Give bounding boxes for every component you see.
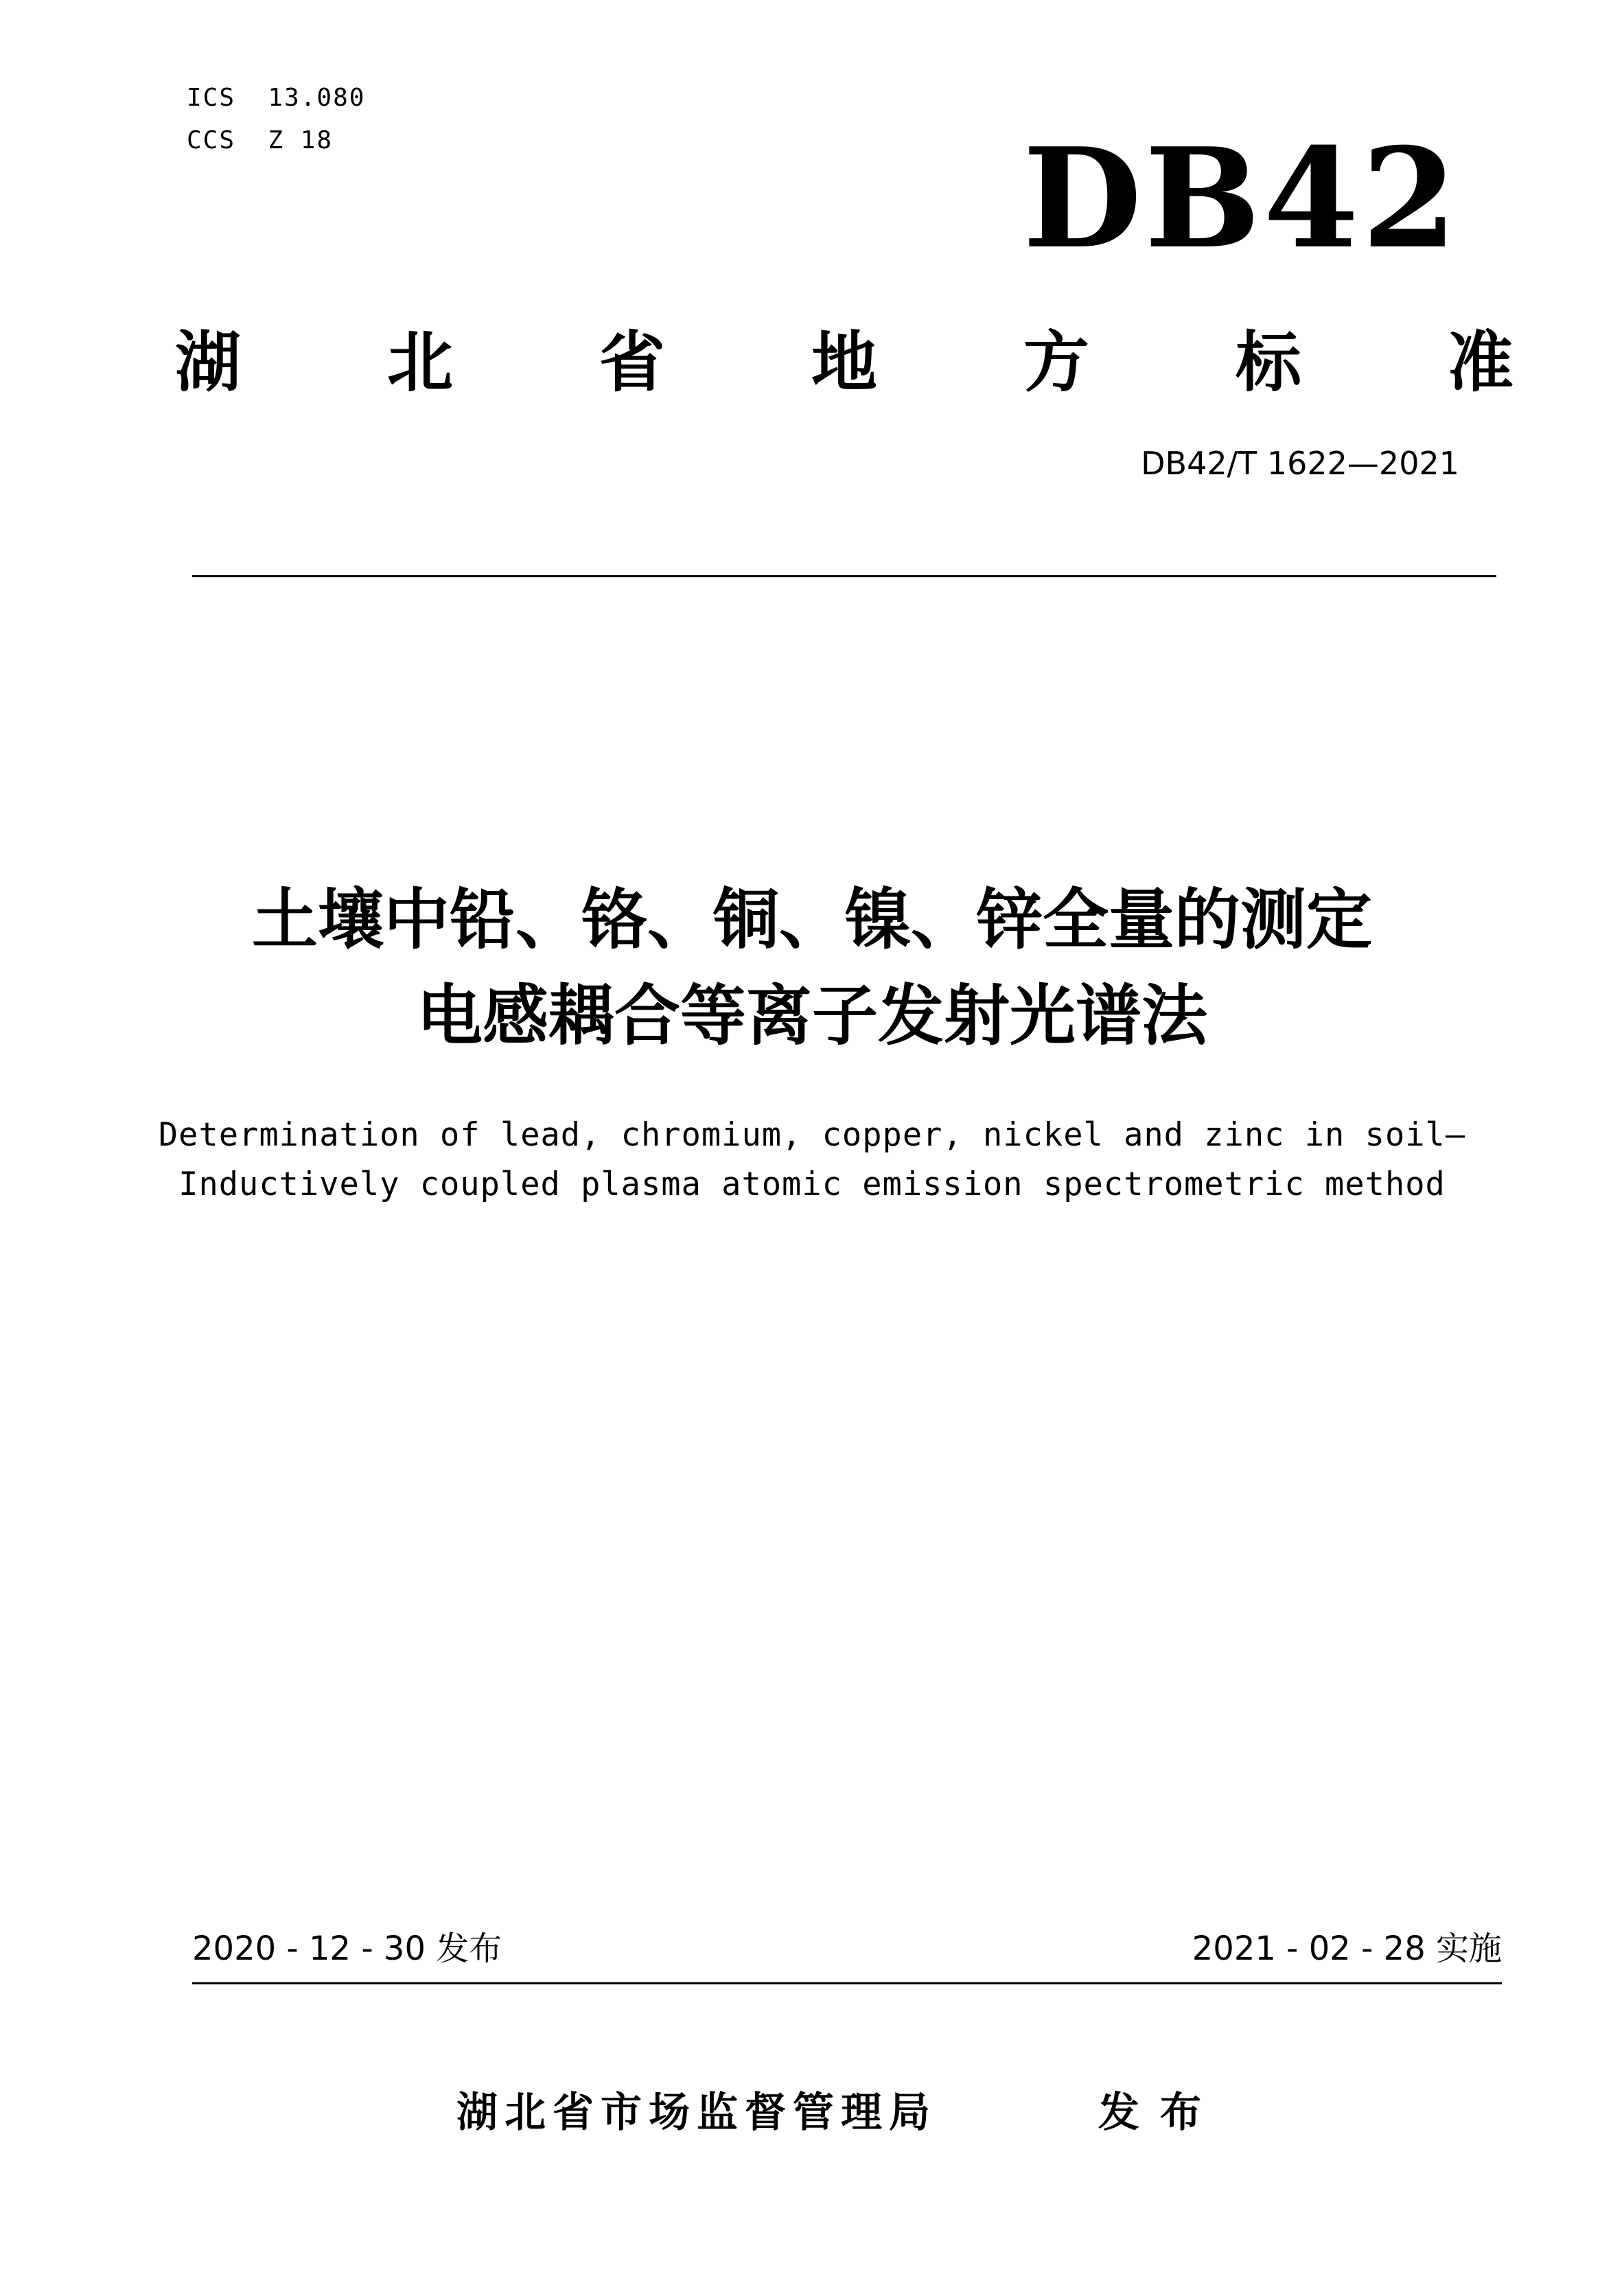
standard-brand: DB42 bbox=[1023, 118, 1460, 279]
ccs-code: CCS Z 18 bbox=[187, 126, 334, 154]
title-english-line-1: Determination of lead, chromium, copper, nickel and zinc in soil— bbox=[158, 1116, 1466, 1154]
title-chinese-line-1: 土壤中铅、铬、铜、镍、锌全量的测定 bbox=[252, 881, 1372, 958]
standard-type-char: 方 bbox=[1023, 323, 1089, 401]
standard-type-char: 地 bbox=[811, 323, 877, 401]
standard-number: DB42/T 1622—2021 bbox=[1141, 445, 1459, 482]
issue-date: 2020 - 12 - 30 发布 bbox=[192, 1929, 502, 1968]
issuing-authority: 湖北省市场监督管理局 bbox=[456, 2089, 937, 2137]
issuing-authority-suffix: 发布 bbox=[1098, 2089, 1222, 2137]
standard-type-char: 省 bbox=[599, 323, 665, 401]
header-divider bbox=[192, 575, 1496, 577]
standard-type-char: 准 bbox=[1448, 323, 1513, 401]
standard-type-char: 北 bbox=[387, 323, 453, 401]
classification-codes bbox=[187, 77, 365, 162]
title-english-line-2: Inductively coupled plasma atomic emission spectrometric method bbox=[178, 1166, 1446, 1203]
title-chinese-line-2: 电感耦合等离子发射光谱法 bbox=[417, 977, 1207, 1054]
implementation-date: 2021 - 02 - 28 实施 bbox=[1192, 1929, 1502, 1968]
standard-type-char: 湖 bbox=[175, 323, 241, 401]
standard-type-heading bbox=[175, 312, 1513, 402]
ics-code: ICS 13.080 bbox=[187, 84, 366, 112]
standard-type-char: 标 bbox=[1236, 323, 1301, 401]
footer-divider bbox=[192, 1982, 1502, 1984]
